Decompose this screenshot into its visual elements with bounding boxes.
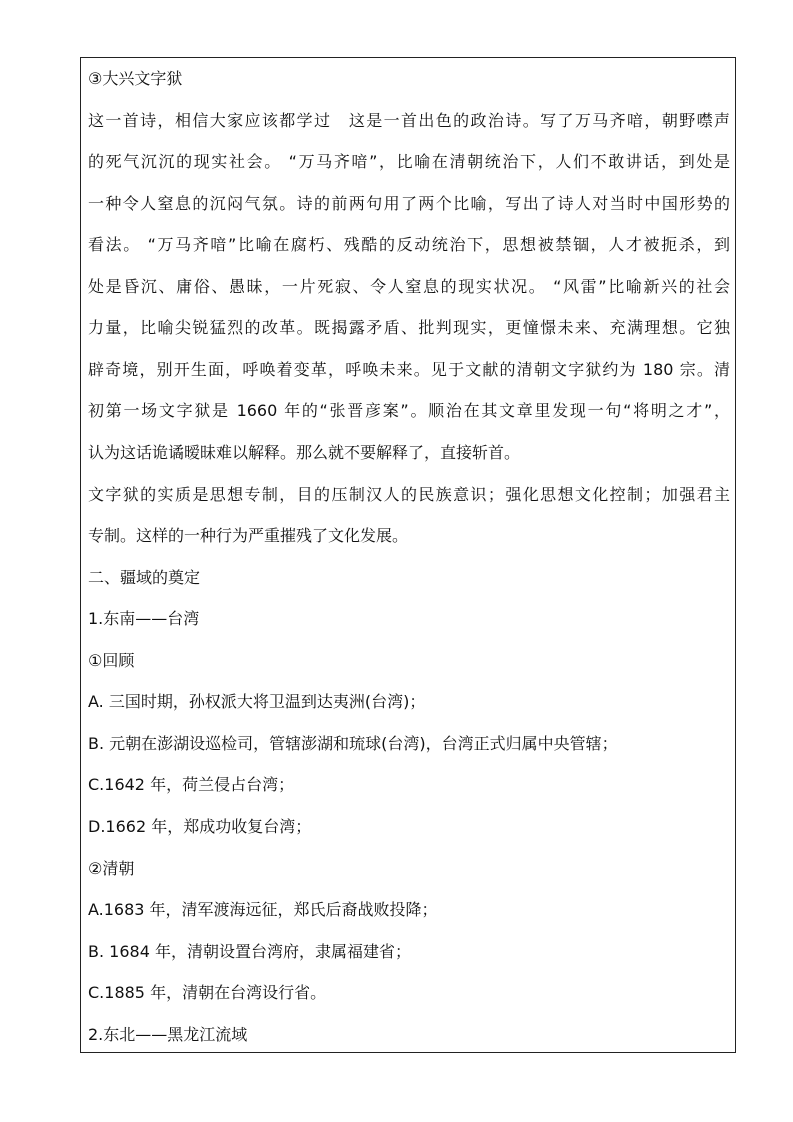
section2-heading: 二、疆域的奠定 <box>88 568 201 587</box>
qing-item: B. 1684 年，清朝设置台湾府，隶属福建省； <box>88 942 411 961</box>
essence-line: 文字狱的实质是思想专制，目的压制汉人的民族意识；强化思想文化控制；加强君主 <box>88 485 730 504</box>
review-heading: ①回顾 <box>88 651 135 670</box>
paragraph-line: 这一首诗，相信大家应该都学过 这是一首出色的政治诗。写了万马齐喑，朝野噤声 <box>88 111 730 130</box>
subheading-heilongjiang: 2.东北——黑龙江流域 <box>88 1025 248 1044</box>
paragraph-line: 初第一场文字狱是 1660 年的“张晋彦案”。顺治在其文章里发现一句“将明之才”， <box>88 401 730 420</box>
paragraph-line: 处是昏沉、庸俗、愚昧，一片死寂、令人窒息的现实状况。 “风雷”比喻新兴的社会 <box>88 277 730 296</box>
paragraph-line: 力量，比喻尖锐猛烈的改革。既揭露矛盾、批判现实，更憧憬未来、充满理想。它独 <box>88 318 730 337</box>
qing-heading: ②清朝 <box>88 859 135 878</box>
paragraph-line: 辟奇境，别开生面，呼唤着变革，呼唤未来。见于文献的清朝文字狱约为 180 宗。清 <box>88 360 730 379</box>
paragraph-line: 一种令人窒息的沉闷气氛。诗的前两句用了两个比喻，写出了诗人对当时中国形势的 <box>88 194 730 213</box>
review-item: D.1662 年，郑成功收复台湾； <box>88 817 312 836</box>
essence-line: 专制。这样的一种行为严重摧残了文化发展。 <box>88 526 409 545</box>
subheading-taiwan: 1.东南——台湾 <box>88 609 200 628</box>
paragraph-line: 认为这话诡谲暧昧难以解释。那么就不要解释了，直接斩首。 <box>88 443 521 462</box>
paragraph-line: 的死气沉沉的现实社会。 “万马齐喑”，比喻在清朝统治下，人们不敢讲话，到处是 <box>88 152 730 171</box>
qing-item: A.1683 年，清军渡海远征，郑氏后裔战败投降； <box>88 900 438 919</box>
review-item: B. 元朝在澎湖设巡检司，管辖澎湖和琉球(台湾)，台湾正式归属中央管辖； <box>88 734 618 753</box>
qing-item: C.1885 年，清朝在台湾设行省。 <box>88 983 327 1002</box>
review-item: A. 三国时期，孙权派大将卫温到达夷洲(台湾)； <box>88 692 426 711</box>
paragraph-line: 看法。 “万马齐喑”比喻在腐朽、残酷的反动统治下，思想被禁锢，人才被扼杀，到 <box>88 235 730 254</box>
review-item: C.1642 年，荷兰侵占台湾； <box>88 775 295 794</box>
section-heading-literary-inquisition: ③大兴文字狱 <box>88 69 183 88</box>
